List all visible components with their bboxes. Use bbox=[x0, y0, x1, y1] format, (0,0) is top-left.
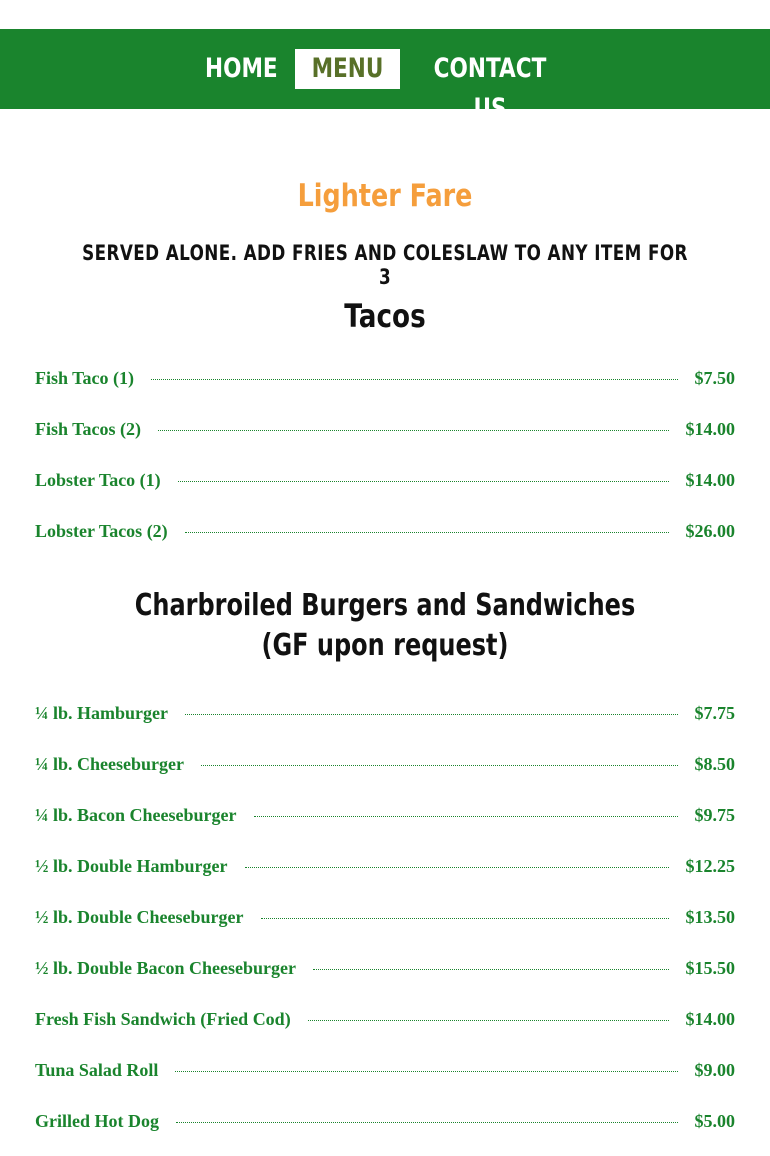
menu-item-price: $13.50 bbox=[685, 906, 735, 927]
menu-item-name: ¼ lb. Bacon Cheeseburger bbox=[35, 804, 237, 825]
menu-item-name: ½ lb. Double Cheeseburger bbox=[35, 906, 244, 927]
dotted-leader bbox=[313, 969, 669, 970]
menu-item-row bbox=[35, 1108, 735, 1134]
dotted-leader bbox=[178, 481, 669, 482]
top-nav-bar bbox=[0, 29, 770, 124]
menu-item-name: Grilled Hot Dog bbox=[35, 1110, 159, 1131]
menu-item-row bbox=[35, 1057, 735, 1083]
tacos-heading: Tacos bbox=[344, 297, 426, 335]
menu-item-row bbox=[35, 365, 735, 391]
dotted-leader bbox=[151, 379, 677, 380]
dotted-leader bbox=[158, 430, 668, 431]
menu-item-row bbox=[35, 467, 735, 493]
nav-link-menu[interactable]: MENU bbox=[311, 53, 384, 84]
menu-item-price: $15.50 bbox=[685, 957, 735, 978]
menu-item-row bbox=[35, 904, 735, 930]
section-title: Lighter Fare bbox=[297, 178, 473, 214]
menu-item-name: Tuna Salad Roll bbox=[35, 1059, 159, 1080]
section-subtitle: SERVED ALONE. ADD FRIES AND COLESLAW TO ANY ITEM FOR 3 bbox=[82, 241, 688, 289]
menu-item-row bbox=[35, 955, 735, 981]
menu-item-name: ¼ lb. Hamburger bbox=[35, 702, 168, 723]
menu-item-row bbox=[35, 518, 735, 544]
menu-item-price: $9.00 bbox=[694, 1059, 735, 1080]
nav-link-home[interactable]: HOME bbox=[205, 53, 278, 84]
menu-item-name: Lobster Taco (1) bbox=[35, 469, 161, 490]
menu-item-price: $7.50 bbox=[694, 367, 735, 388]
menu-item-price: $12.25 bbox=[685, 855, 735, 876]
menu-item-price: $7.75 bbox=[694, 702, 735, 723]
dotted-leader bbox=[175, 1071, 677, 1072]
menu-item-row bbox=[35, 1006, 735, 1032]
dotted-leader bbox=[308, 1020, 669, 1021]
menu-item-row bbox=[35, 751, 735, 777]
menu-item-price: $26.00 bbox=[685, 520, 735, 541]
menu-item-name: ½ lb. Double Bacon Cheeseburger bbox=[35, 957, 296, 978]
menu-item-name: Fish Taco (1) bbox=[35, 367, 135, 388]
nav-link-contact-us[interactable]: CONTACT US bbox=[433, 53, 547, 124]
menu-item-price: $14.00 bbox=[685, 469, 735, 490]
menu-item-name: ½ lb. Double Hamburger bbox=[35, 855, 228, 876]
menu-item-price: $14.00 bbox=[685, 418, 735, 439]
menu-item-price: $5.00 bbox=[694, 1110, 735, 1131]
menu-item-name: Fresh Fish Sandwich (Fried Cod) bbox=[35, 1008, 291, 1029]
burgers-heading-line1: Charbroiled Burgers and Sandwiches bbox=[134, 588, 636, 623]
dotted-leader bbox=[176, 1122, 678, 1123]
dotted-leader bbox=[254, 816, 678, 817]
dotted-leader bbox=[261, 918, 669, 919]
menu-item-row bbox=[35, 802, 735, 828]
burgers-heading bbox=[77, 586, 693, 666]
menu-item-price: $14.00 bbox=[685, 1008, 735, 1029]
dotted-leader bbox=[201, 765, 678, 766]
dotted-leader bbox=[185, 714, 678, 715]
menu-item-price: $9.75 bbox=[694, 804, 735, 825]
burgers-heading-line2: (GF upon request) bbox=[261, 628, 509, 663]
menu-item-name: Lobster Tacos (2) bbox=[35, 520, 168, 541]
menu-item-name: Fish Tacos (2) bbox=[35, 418, 142, 439]
menu-item-price: $8.50 bbox=[694, 753, 735, 774]
menu-item-name: ¼ lb. Cheeseburger bbox=[35, 753, 184, 774]
dotted-leader bbox=[245, 867, 669, 868]
menu-item-row bbox=[35, 416, 735, 442]
dotted-leader bbox=[185, 532, 669, 533]
menu-item-row bbox=[35, 853, 735, 879]
menu-item-row bbox=[35, 700, 735, 726]
